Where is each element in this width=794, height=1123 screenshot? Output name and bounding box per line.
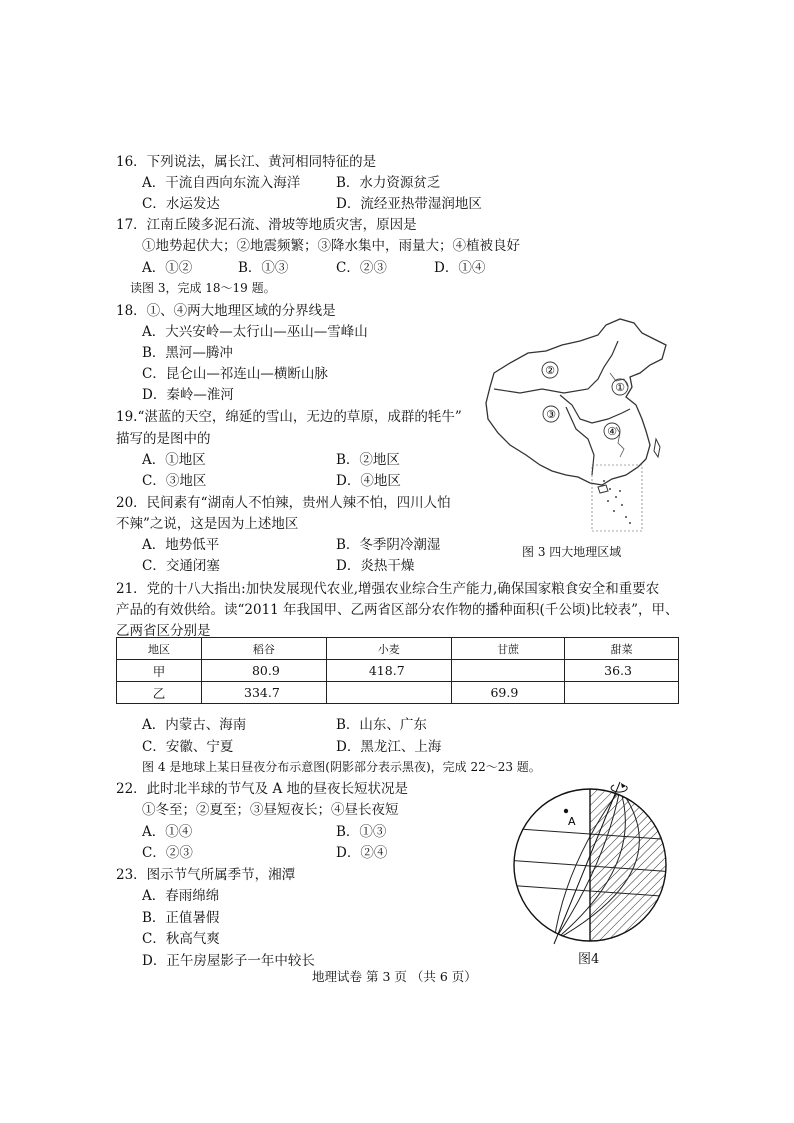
q21-stem-line3: 乙两省区分别是 (116, 623, 211, 639)
taiwan-island (654, 439, 660, 457)
q20-option-c: C．交通闭塞 (142, 558, 220, 574)
q16-option-c: C．水运发达 (142, 196, 220, 212)
fig4-day-night-globe (505, 780, 675, 950)
q19-stem-line2: 描写的是图中的 (116, 431, 211, 447)
region-label-4: ④ (607, 425, 617, 438)
q23-option-d: D．正午房屋影子一年中较长 (142, 953, 315, 969)
q22-option-a: A．①④ (142, 824, 193, 840)
q17-items: ①地势起伏大；②地震频繁；③降水集中，雨量大；④植被良好 (142, 238, 520, 254)
q23-option-a: A．春雨绵绵 (142, 888, 220, 904)
q21-option-d: D．黑龙江、上海 (336, 739, 442, 755)
south-sea-islands (603, 480, 631, 524)
q22-stem: 22．此时北半球的节气及 A 地的昼夜长短状况是 (116, 781, 409, 797)
q22-option-c: C．②③ (142, 845, 193, 861)
table-header-cell: 甜菜 (565, 638, 679, 660)
table-cell (565, 682, 679, 704)
table-cell (451, 660, 565, 682)
crop-area-table (116, 637, 679, 704)
q23-option-b: B．正值暑假 (142, 910, 220, 926)
table-row (117, 682, 679, 704)
fig4-reading-instruction: 图 4 是地球上某日昼夜分布示意图(阴影部分表示黑夜)，完成 22～23 题。 (142, 760, 541, 774)
table-cell: 69.9 (451, 682, 565, 704)
region-label-3: ③ (546, 408, 556, 421)
q19-option-d: D．④地区 (336, 473, 401, 489)
china-outline (486, 319, 666, 485)
arrowhead-icon (621, 783, 626, 788)
q20-stem-line1: 20．民间素有“湖南人不怕辣，贵州人辣不怕，四川人怕 (116, 495, 451, 511)
q22-option-b: B．①③ (336, 824, 387, 840)
q20-stem-line2: 不辣”之说，这是因为上述地区 (116, 516, 299, 532)
q20-option-d: D．炎热干燥 (336, 558, 415, 574)
q21-option-c: C．安徽、宁夏 (142, 739, 234, 755)
point-a-label: A (568, 815, 576, 828)
fig4-caption: 图4 (578, 952, 600, 967)
q20-option-a: A．地势低平 (142, 537, 220, 553)
south-sea-inset (592, 465, 642, 531)
q16-option-b: B．水力资源贫乏 (336, 175, 441, 191)
q17-option-a: A．①② (142, 260, 193, 276)
q19-option-a: A．①地区 (142, 452, 206, 468)
q19-option-c: C．③地区 (142, 473, 207, 489)
table-header-cell: 甘蔗 (451, 638, 565, 660)
fig3-caption: 图 3 四大地理区域 (522, 545, 622, 559)
q19-option-b: B．②地区 (336, 452, 400, 468)
q18-option-c: C．昆仑山—祁连山—横断山脉 (142, 366, 328, 382)
night-hemisphere (590, 780, 675, 950)
table-cell: 甲 (117, 660, 202, 682)
q20-option-b: B．冬季阴冷潮湿 (336, 537, 441, 553)
table-cell: 418.7 (326, 660, 451, 682)
q17-option-d: D．①④ (434, 260, 486, 276)
q17-stem: 17．江南丘陵多泥石流、滑坡等地质灾害，原因是 (116, 217, 417, 233)
table-row (117, 660, 679, 682)
q21-stem-line1: 21．党的十八大指出:加快发展现代农业,增强农业综合生产能力,确保国家粮食安全和重要农 (116, 581, 660, 597)
q22-items: ①冬至；②夏至；③昼短夜长；④昼长夜短 (142, 802, 399, 818)
table-cell: 334.7 (202, 682, 327, 704)
q18-option-d: D．秦岭—淮河 (142, 387, 234, 403)
q18-stem: 18．①、④两大地理区域的分界线是 (116, 303, 336, 319)
q16-option-d: D．流经亚热带湿润地区 (336, 196, 482, 212)
q17-option-b: B．①③ (238, 260, 289, 276)
page-footer: 地理试卷 第 3 页 （共 6 页） (312, 969, 477, 984)
q21-option-a: A．内蒙古、海南 (142, 717, 247, 733)
q22-option-d: D．②④ (336, 845, 388, 861)
table-cell (326, 682, 451, 704)
region-boundary-west (566, 407, 594, 475)
fig3-region-map (480, 315, 680, 537)
q23-stem: 23．图示节气所属季节，湘潭 (116, 867, 296, 883)
table-header-cell: 小麦 (326, 638, 451, 660)
table-header-cell: 稻谷 (202, 638, 327, 660)
table-cell: 乙 (117, 682, 202, 704)
table-header-row (117, 638, 679, 660)
region-label-1: ① (615, 381, 625, 394)
q23-option-c: C．秋高气爽 (142, 931, 220, 947)
table-cell: 80.9 (202, 660, 327, 682)
q19-stem-line1: 19.“湛蓝的天空，绵延的雪山，无边的草原，成群的牦牛” (116, 409, 462, 425)
point-a-marker (564, 809, 568, 813)
q17-option-c: C．②③ (336, 260, 387, 276)
fig3-reading-instruction: 读图 3，完成 18～19 题。 (130, 281, 276, 295)
q16-stem: 16．下列说法，属长江、黄河相同特征的是 (116, 154, 377, 170)
q18-option-a: A．大兴安岭—太行山—巫山—雪峰山 (142, 324, 368, 340)
region-boundary-qinling (560, 395, 630, 423)
region-label-2: ② (545, 364, 555, 377)
hainan-island (598, 485, 608, 493)
q21-stem-line2: 产品的有效供给。读“2011 年我国甲、乙两省区部分农作物的播种面积(千公顷)比较表”，甲、 (116, 602, 679, 618)
q18-option-b: B．黑河—腾冲 (142, 345, 233, 361)
table-header-cell: 地区 (117, 638, 202, 660)
q16-option-a: A．干流自西向东流入海洋 (142, 175, 301, 191)
region-boundary-north (494, 341, 618, 393)
q21-option-b: B．山东、广东 (336, 717, 427, 733)
table-cell: 36.3 (565, 660, 679, 682)
